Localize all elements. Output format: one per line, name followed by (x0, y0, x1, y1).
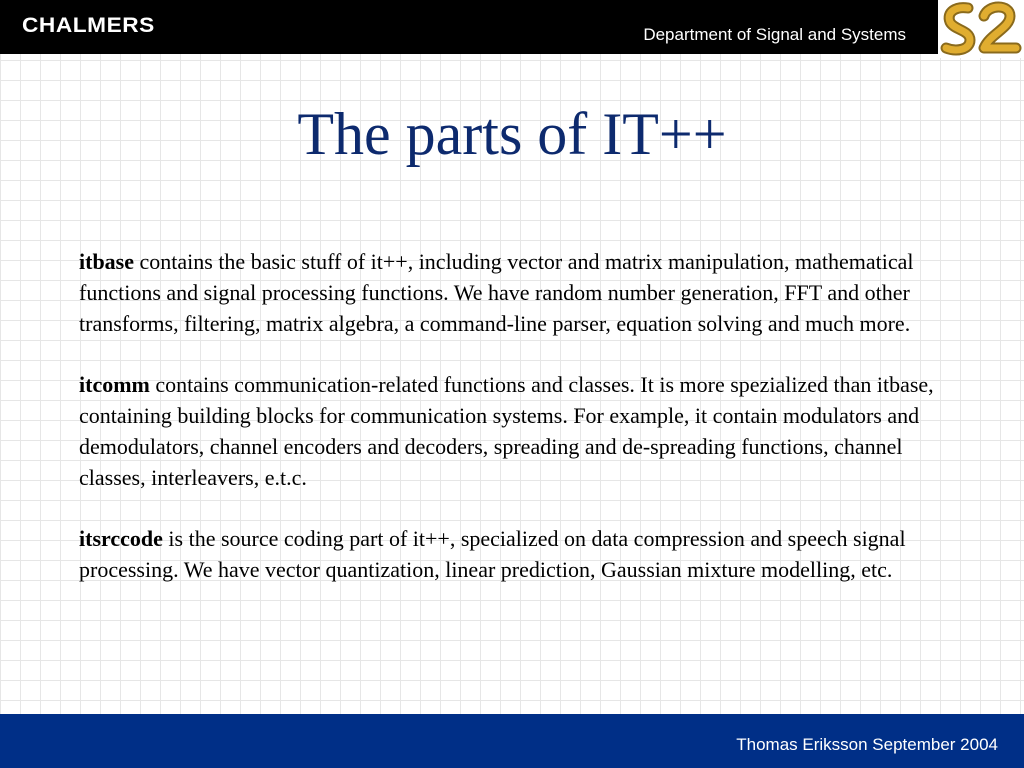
paragraph-itbase (79, 246, 969, 339)
term-itbase: itbase (79, 249, 134, 274)
description-itsrccode: is the source coding part of it++, specialized on data compression and speech signal processing. We have vector quantization, linear prediction, Gaussian mixture modelling, etc. (79, 526, 906, 582)
department-name: Department of Signal and Systems (643, 25, 906, 44)
header-bar (0, 0, 1024, 54)
term-itcomm: itcomm (79, 372, 150, 397)
footer-author-date: Thomas Eriksson September 2004 (736, 735, 998, 754)
footer-bar (0, 714, 1024, 768)
s2-logo-icon (938, 0, 1024, 58)
slide-body (79, 246, 969, 615)
description-itbase: contains the basic stuff of it++, including vector and matrix manipulation, mathematical functions and signal processing functions. We have random number generation, FFT and other transforms, filtering, matrix algebra, a command-line parser, equation solving and much more. (79, 249, 914, 336)
paragraph-itcomm (79, 369, 969, 493)
description-itcomm: contains communication-related functions and classes. It is more spezialized than itbase, containing building blocks for communication systems. For example, it contain modulators and demodulators, channel encoders and decoders, spreading and de-spreading functions, channel classes, interleavers, e.t.c. (79, 372, 934, 490)
term-itsrccode: itsrccode (79, 526, 163, 551)
paragraph-itsrccode (79, 523, 969, 585)
slide-title: The parts of IT++ (297, 101, 727, 167)
brand-name: CHALMERS (22, 14, 155, 37)
